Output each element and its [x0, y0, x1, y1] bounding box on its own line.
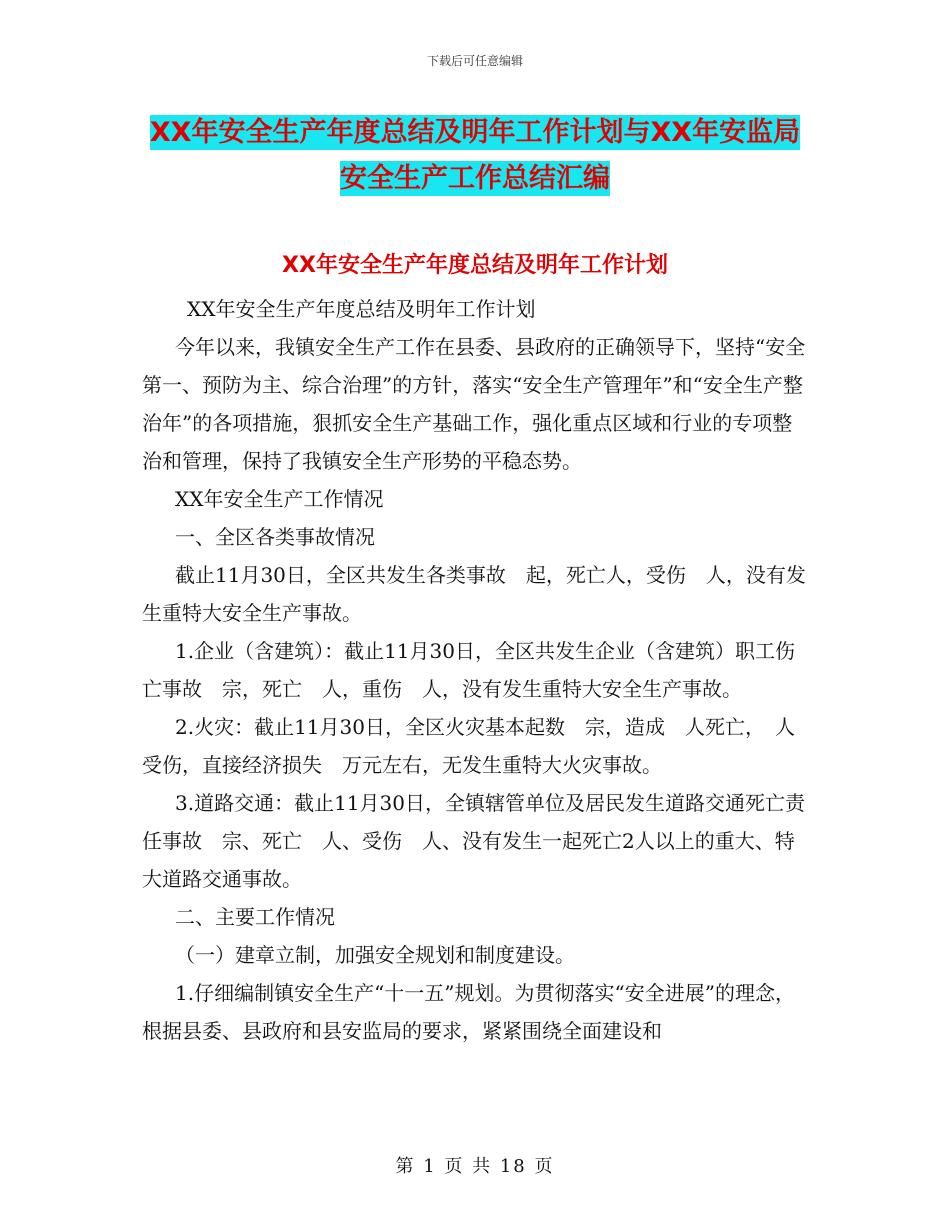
document-body — [142, 290, 812, 1050]
section-title: XX年安全生产年度总结及明年工作计划 — [282, 253, 668, 278]
paragraph: XX年安全生产工作情况 — [175, 487, 384, 511]
paragraph: 3.道路交通：截止11月30日，全镇辖管单位及居民发生道路交通死亡责任事故 宗、死亡 人、受伤 人、没有发生一起死亡2人以上的重大、特大道路交通事故。 — [142, 791, 805, 891]
paragraph: （一）建章立制，加强安全规划和制度建设。 — [175, 943, 575, 967]
title-line-1: XX年安全生产年度总结及明年工作计划与XX年安监局 — [149, 117, 801, 148]
title-line-2: 安全生产工作总结汇编 — [340, 163, 610, 194]
paragraph: XX年安全生产年度总结及明年工作计划 — [187, 297, 536, 321]
header-note: 下载后可任意编辑 — [426, 54, 523, 68]
paragraph: 今年以来，我镇安全生产工作在县委、县政府的正确领导下，坚持“安全第一、预防为主、综合治理”的方针，落实“安全生产管理年”和“安全生产整治年”的各项措施，狠抓安全生产基础工作，强化重点区域和行业的专项整治和管理，保持了我镇安全生产形势的平稳态势。 — [142, 335, 806, 473]
document-title — [0, 110, 950, 202]
paragraph: 一、全区各类事故情况 — [175, 525, 375, 549]
paragraph: 2.火灾：截止11月30日，全区火灾基本起数 宗，造成 人死亡， 人受伤，直接经济损失 万元左右，无发生重特大火灾事故。 — [142, 715, 795, 777]
paragraph: 1.企业（含建筑）：截止11月30日，全区共发生企业（含建筑）职工伤亡事故 宗，死亡 人，重伤 人，没有发生重特大安全生产事故。 — [142, 639, 795, 701]
paragraph: 1.仔细编制镇安全生产“十一五”规划。为贯彻落实“安全进展”的理念，根据县委、县政府和县安监局的要求，紧紧围绕全面建设和 — [142, 981, 795, 1043]
paragraph: 截止11月30日，全区共发生各类事故 起，死亡人，受伤 人，没有发生重特大安全生产事故。 — [142, 563, 806, 625]
paragraph: 二、主要工作情况 — [175, 905, 335, 929]
page-number: 第 1 页 共 18 页 — [395, 1156, 555, 1177]
